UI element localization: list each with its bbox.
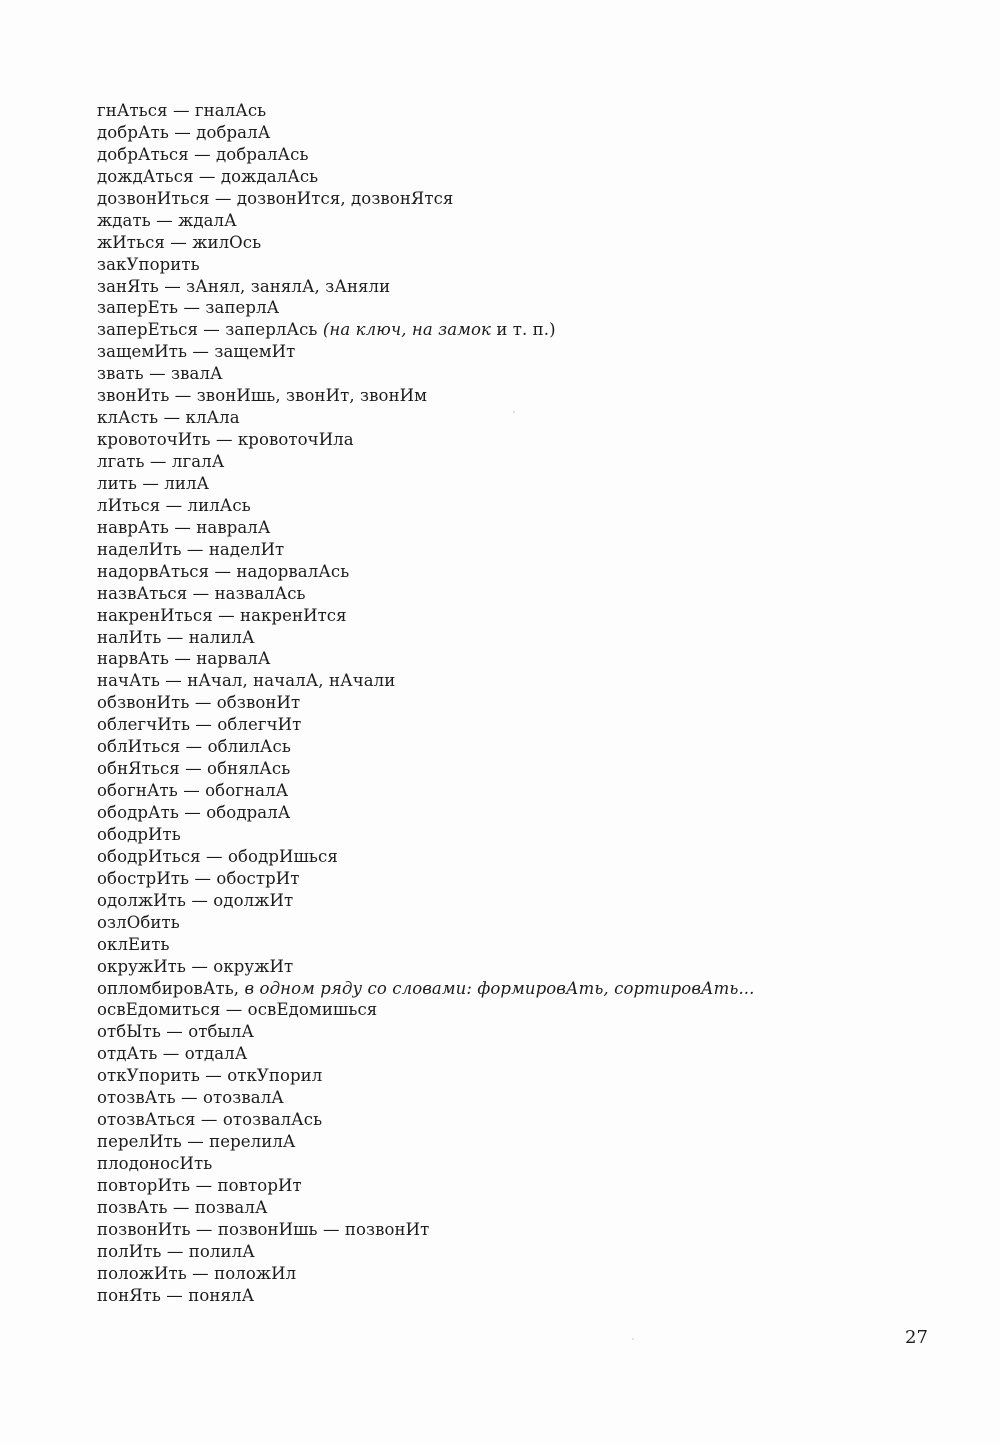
entry-text: лить — лилА — [97, 473, 210, 493]
stress-entry — [97, 122, 897, 144]
stress-entry — [97, 912, 897, 934]
stress-entry — [97, 276, 897, 298]
stress-entry — [97, 166, 897, 188]
stress-entry — [97, 473, 897, 495]
entry-text: отозвАться — отозвалАсь — [97, 1110, 323, 1130]
stress-entry — [97, 670, 897, 692]
paper-speck — [632, 1338, 634, 1340]
entry-text: гнАться — гналАсь — [97, 101, 267, 120]
stress-entry — [97, 495, 897, 517]
stress-entry — [97, 1263, 897, 1285]
stress-entry — [97, 1087, 897, 1109]
entry-text: добрАть — добралА — [97, 122, 271, 142]
paper-speck — [513, 411, 515, 413]
entry-text: отбЫть — отбылА — [97, 1022, 254, 1042]
entry-text: опломбировАть, — [97, 978, 245, 998]
stress-entry — [97, 714, 897, 736]
entry-text: положИть — положИл — [97, 1263, 297, 1283]
entry-text: закУпорить — [97, 254, 200, 274]
entry-text: позвонИть — позвонИшь — позвонИт — [97, 1219, 430, 1239]
entry-note: (на ключ, на замок — [322, 320, 491, 340]
entry-text: плодоносИть — [97, 1154, 213, 1173]
stress-entry — [97, 1241, 897, 1263]
stress-entry — [97, 780, 897, 802]
entry-text: накренИться — накренИтся — [97, 605, 347, 625]
entry-text: начАть — нАчал, началА, нАчали — [97, 671, 396, 691]
entry-text: откУпорить — откУпорил — [97, 1066, 323, 1086]
entry-text: кровоточИть — кровоточИла — [97, 430, 354, 450]
stress-entry — [97, 1065, 897, 1087]
entry-text: нарвАть — нарвалА — [97, 649, 271, 669]
stress-entry — [97, 605, 897, 627]
entry-text: звать — звалА — [97, 364, 223, 384]
stress-entry — [97, 583, 897, 605]
entry-text: заперЕть — заперлА — [97, 298, 280, 318]
stress-entry — [97, 934, 897, 956]
stress-entry — [97, 363, 897, 385]
stress-entry — [97, 451, 897, 473]
stress-entry — [97, 188, 897, 210]
entry-text: облегчИть — облегчИт — [97, 715, 302, 735]
stress-entry — [97, 1285, 897, 1307]
entry-text: дождАться — дождалАсь — [97, 166, 319, 186]
stress-entry — [97, 1109, 897, 1131]
stress-entry — [97, 802, 897, 824]
stress-entry — [97, 1219, 897, 1241]
entry-text: наделИть — наделИт — [97, 539, 285, 559]
entry-text: обнЯться — обнялАсь — [97, 759, 291, 779]
entry-text: обзвонИть — обзвонИт — [97, 693, 301, 713]
word-stress-list — [97, 100, 897, 1307]
entry-text: звонИть — звонИшь, звонИт, звонИм — [97, 386, 428, 406]
stress-entry — [97, 648, 897, 670]
page-number: 27 — [905, 1327, 928, 1348]
entry-note: в одном ряду со словами: формировАть, сортировАть... — [244, 978, 755, 998]
stress-entry — [97, 1021, 897, 1043]
stress-entry — [97, 978, 897, 1000]
entry-text: ободрАть — ободралА — [97, 803, 291, 822]
stress-entry — [97, 868, 897, 890]
stress-entry — [97, 561, 897, 583]
entry-text: облИться — облилАсь — [97, 737, 291, 757]
entry-text: дозвонИться — дозвонИтся, дозвонЯтся — [97, 188, 454, 208]
entry-text: занЯть — зАнял, занялА, зАняли — [97, 276, 391, 296]
stress-entry — [97, 144, 897, 166]
entry-text: одолжИть — одолжИт — [97, 890, 294, 910]
stress-entry — [97, 297, 897, 319]
entry-text: лИться — лилАсь — [97, 495, 251, 515]
stress-entry — [97, 341, 897, 363]
entry-text: назвАться — назвалАсь — [97, 583, 306, 603]
stress-entry — [97, 385, 897, 407]
stress-entry — [97, 517, 897, 539]
stress-entry — [97, 692, 897, 714]
entry-text: добрАться — добралАсь — [97, 144, 309, 164]
entry-text: позвАть — позвалА — [97, 1197, 268, 1217]
stress-entry — [97, 210, 897, 232]
stress-entry — [97, 232, 897, 254]
entry-text: окружИть — окружИт — [97, 956, 294, 976]
entry-text: ободрИть — [97, 824, 181, 844]
stress-entry — [97, 1175, 897, 1197]
stress-entry — [97, 758, 897, 780]
entry-text: защемИть — защемИт — [97, 342, 296, 362]
entry-text: оклЕить — [97, 934, 170, 954]
entry-text: клАсть — клАла — [97, 408, 240, 428]
stress-entry — [97, 1153, 897, 1175]
stress-entry — [97, 890, 897, 912]
entry-text: полИть — полилА — [97, 1241, 255, 1261]
entry-text: налИть — налилА — [97, 627, 255, 647]
entry-text: заперЕться — заперлАсь — [97, 320, 323, 340]
entry-text: жИться — жилОсь — [97, 232, 262, 252]
entry-text: надорвАться — надорвалАсь — [97, 561, 350, 581]
stress-entry — [97, 1131, 897, 1153]
stress-entry — [97, 627, 897, 649]
stress-entry — [97, 736, 897, 758]
entry-text: отозвАть — отозвалА — [97, 1088, 284, 1108]
entry-text: повторИть — повторИт — [97, 1175, 302, 1195]
entry-tail: и т. п.) — [490, 320, 556, 340]
entry-text: лгать — лгалА — [97, 452, 225, 471]
entry-text: ободрИться — ободрИшься — [97, 846, 338, 866]
stress-entry — [97, 539, 897, 561]
stress-entry — [97, 254, 897, 276]
entry-text: понЯть — понялА — [97, 1285, 255, 1305]
stress-entry — [97, 846, 897, 868]
stress-entry — [97, 1197, 897, 1219]
entry-text: освЕдомиться — освЕдомишься — [97, 1000, 378, 1020]
entry-text: обогнАть — обогналА — [97, 781, 289, 801]
entry-text: отдАть — отдалА — [97, 1044, 248, 1064]
entry-text: озлОбить — [97, 912, 180, 932]
entry-text: обострИть — обострИт — [97, 868, 300, 888]
stress-entry — [97, 429, 897, 451]
entry-text: перелИть — перелилА — [97, 1132, 296, 1152]
entry-text: наврАть — навралА — [97, 517, 271, 537]
stress-entry — [97, 999, 897, 1021]
stress-entry — [97, 319, 897, 341]
entry-text: ждать — ждалА — [97, 210, 237, 230]
stress-entry — [97, 100, 897, 122]
stress-entry — [97, 1043, 897, 1065]
stress-entry — [97, 824, 897, 846]
stress-entry — [97, 407, 897, 429]
stress-entry — [97, 956, 897, 978]
